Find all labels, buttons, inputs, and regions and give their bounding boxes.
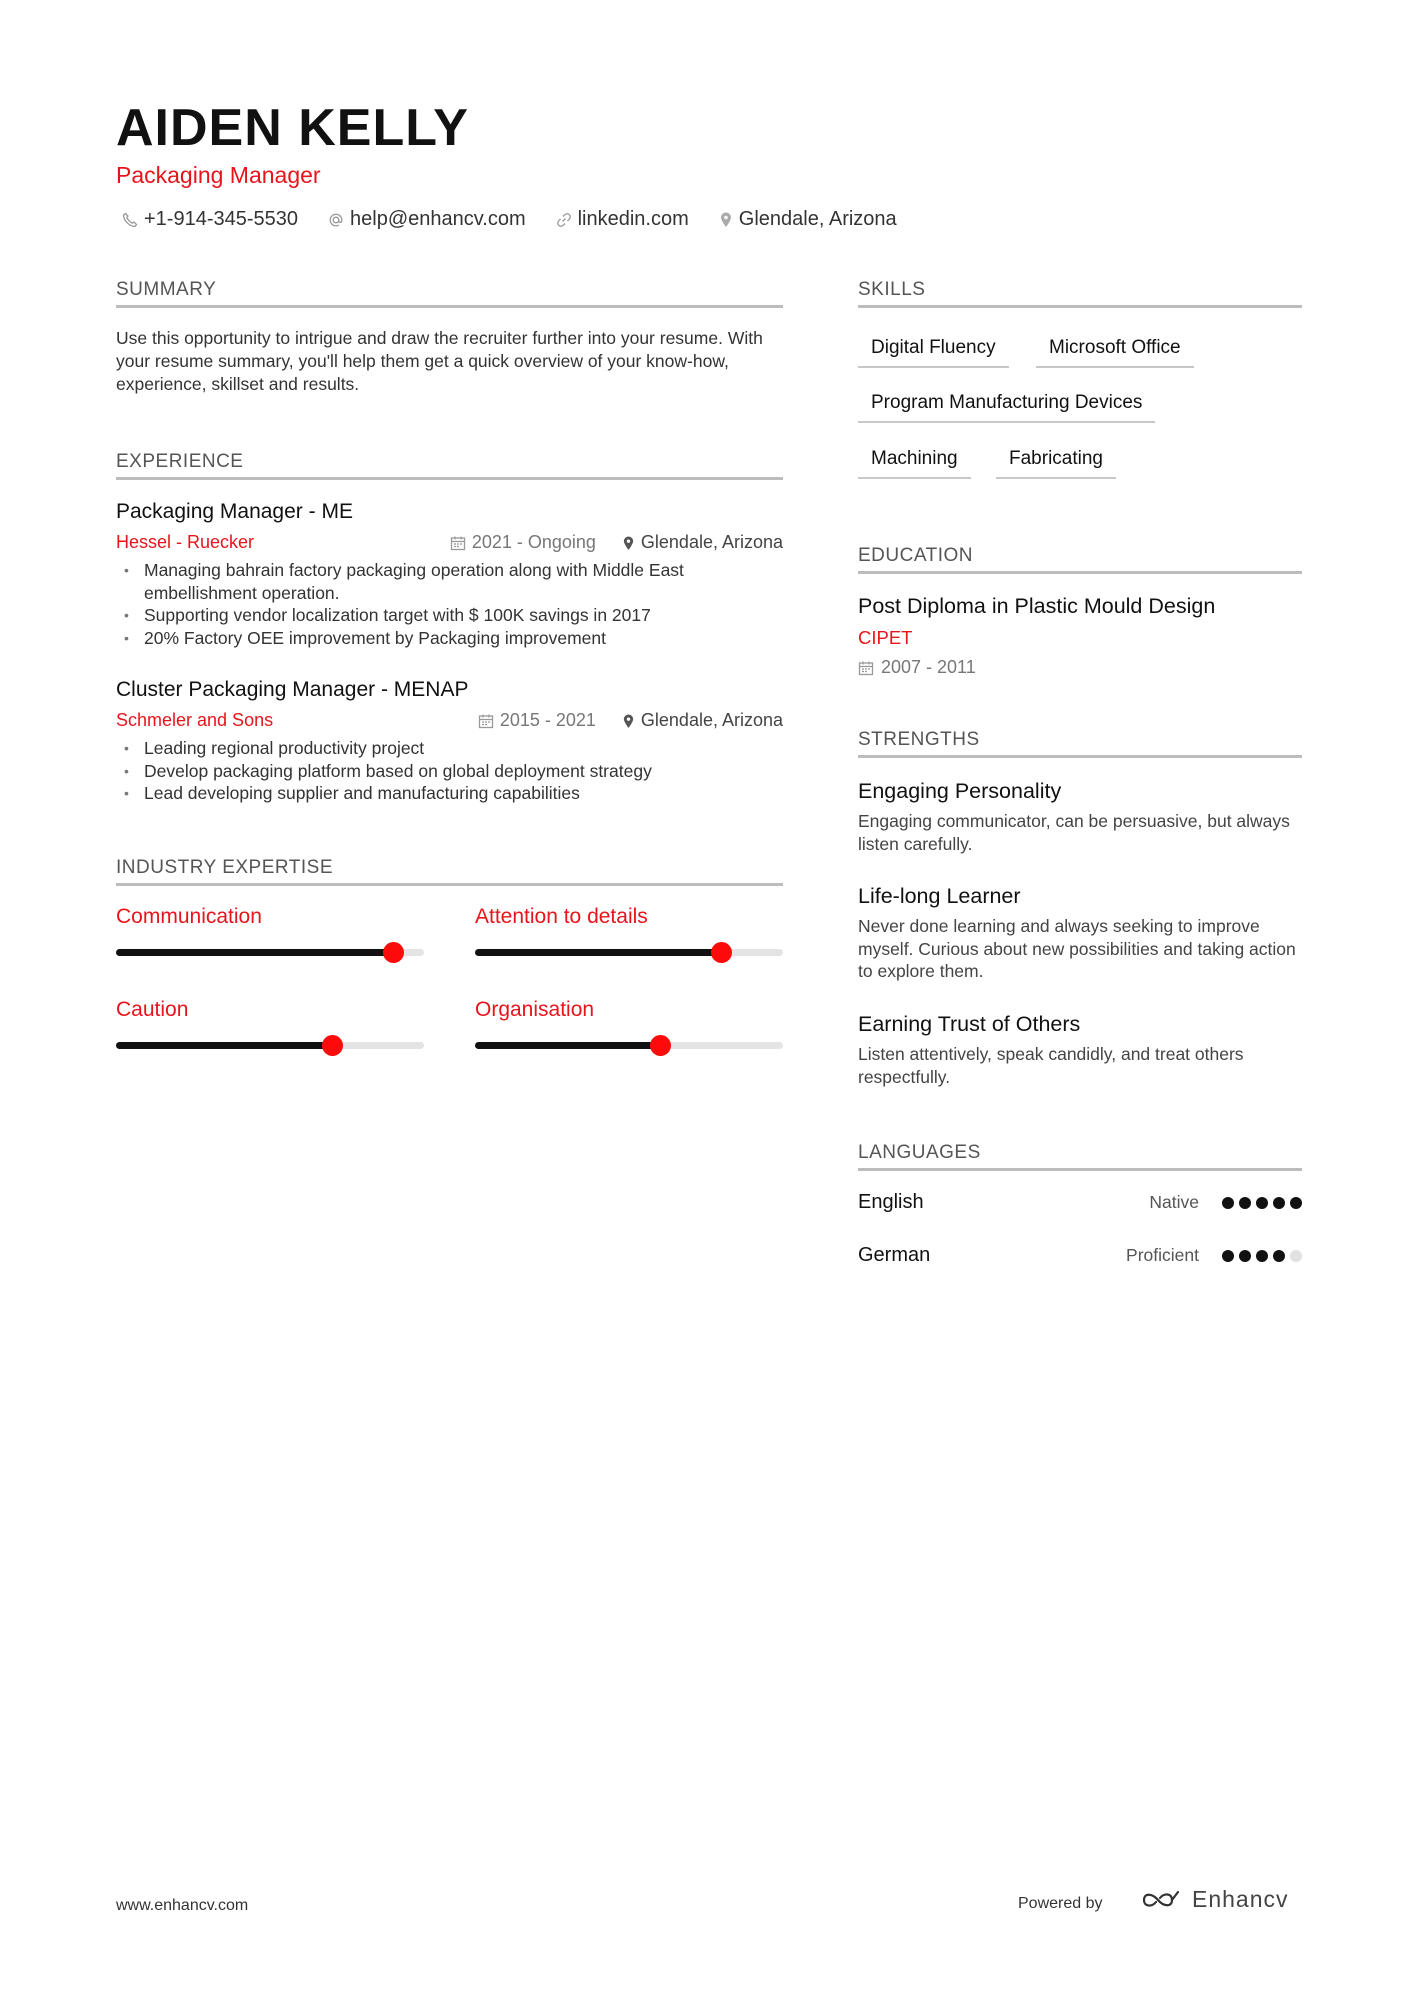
skill-tag: Fabricating [996, 448, 1116, 479]
expertise-label: Caution [116, 998, 189, 1021]
list-item: • 20% Factory OEE improvement by Packaging improvement [116, 627, 783, 650]
enhancv-logo-icon [1138, 1888, 1184, 1912]
strength-item [858, 779, 1302, 855]
language-name: German [858, 1244, 931, 1266]
list-item: • Managing bahrain factory packaging operation along with Middle East embellishment operation. [116, 559, 783, 604]
section-title-summary [116, 279, 783, 308]
language-dot [1290, 1197, 1302, 1209]
job-date-text: 2015 - 2021 [499, 710, 596, 730]
expertise-track [116, 1042, 424, 1049]
job-location-text: Glendale, Arizona [640, 710, 783, 730]
contact-email[interactable] [328, 208, 526, 231]
job-meta [116, 710, 783, 731]
candidate-name: AIDEN KELLY [116, 99, 469, 157]
expertise-track [475, 949, 783, 956]
language-dot [1222, 1250, 1234, 1262]
job-location [622, 710, 783, 731]
language-dot [1239, 1197, 1251, 1209]
expertise-knob [711, 942, 732, 963]
skill-tag: Microsoft Office [1036, 337, 1194, 368]
expertise-fill [475, 1042, 660, 1049]
job-entry [116, 678, 783, 805]
strength-item [858, 1012, 1302, 1088]
job-date [478, 710, 596, 731]
expertise-fill [116, 949, 393, 956]
contact-linkedin[interactable] [556, 208, 689, 231]
phone-icon [122, 212, 138, 228]
education-degree: Post Diploma in Plastic Mould Design [858, 594, 1216, 618]
contact-phone[interactable] [122, 208, 298, 231]
contact-location [719, 208, 897, 231]
enhancv-logo [1138, 1886, 1289, 1913]
job-meta-right [450, 532, 783, 553]
section-title-text: LANGUAGES [858, 1142, 981, 1163]
calendar-icon [858, 660, 874, 676]
section-title-experience [116, 451, 783, 480]
contact-bar [122, 208, 927, 231]
phone-text: +1-914-345-5530 [144, 208, 299, 230]
language-dot [1273, 1250, 1285, 1262]
expertise-label: Organisation [475, 998, 595, 1021]
candidate-role: Packaging Manager [116, 162, 321, 188]
enhancv-brand-name: Enhancv [1192, 1886, 1289, 1912]
skill-tag: Digital Fluency [858, 337, 1009, 368]
at-icon [328, 212, 344, 228]
strength-title: Earning Trust of Others [858, 1012, 1081, 1036]
email-text: help@enhancv.com [350, 208, 526, 230]
expertise-item [116, 998, 424, 1022]
company-name: Schmeler and Sons [116, 710, 274, 730]
expertise-knob [383, 942, 404, 963]
education-date [858, 657, 976, 678]
strength-item [858, 884, 1302, 983]
location-pin-icon [719, 211, 733, 228]
language-name: English [858, 1191, 924, 1213]
expertise-knob [650, 1035, 671, 1056]
expertise-track [475, 1042, 783, 1049]
language-dot [1290, 1250, 1302, 1262]
job-title: Packaging Manager - ME [116, 500, 353, 523]
location-pin-icon [622, 535, 635, 551]
list-item: • Lead developing supplier and manufacturing capabilities [116, 782, 783, 805]
location-pin-icon [622, 713, 635, 729]
language-row [858, 1191, 1302, 1214]
list-item: • Develop packaging platform based on global deployment strategy [116, 760, 783, 783]
job-entry [116, 500, 783, 649]
expertise-item [475, 998, 783, 1022]
section-title-skills [858, 279, 1302, 308]
education-date-text: 2007 - 2011 [881, 657, 976, 677]
summary-text: Use this opportunity to intrigue and draw the recruiter further into your resume. With your resume summary, you'll help them get a quick overview of your know-how, experience, skillset and results. [116, 328, 763, 394]
calendar-icon [478, 713, 494, 729]
language-dot [1239, 1250, 1251, 1262]
language-dots [1217, 1250, 1302, 1262]
section-title-languages [858, 1142, 1302, 1171]
job-meta-right [478, 710, 783, 731]
section-title-text: EDUCATION [858, 545, 973, 566]
language-level: Proficient [1126, 1245, 1199, 1265]
location-text: Glendale, Arizona [738, 208, 897, 230]
strength-title: Engaging Personality [858, 779, 1062, 803]
job-bullets [116, 559, 783, 649]
list-item: • Supporting vendor localization target with $ 100K savings in 2017 [116, 604, 783, 627]
job-bullets [116, 737, 783, 805]
section-title-text: EXPERIENCE [116, 451, 244, 472]
powered-by-text: Powered by [1018, 1895, 1103, 1912]
education-school: CIPET [858, 627, 913, 648]
expertise-item [475, 905, 783, 929]
job-location [622, 532, 783, 553]
job-title: Cluster Packaging Manager - MENAP [116, 678, 469, 701]
expertise-knob [322, 1035, 343, 1056]
language-dot [1256, 1250, 1268, 1262]
language-dots [1217, 1197, 1302, 1209]
expertise-item [116, 905, 424, 929]
linkedin-text: linkedin.com [577, 208, 689, 230]
section-title-text: SKILLS [858, 279, 926, 300]
job-date-text: 2021 - Ongoing [471, 532, 596, 552]
language-row [858, 1244, 1302, 1267]
section-title-industry-expertise [116, 857, 783, 886]
section-title-text: INDUSTRY EXPERTISE [116, 857, 334, 878]
language-dot [1273, 1197, 1285, 1209]
job-location-text: Glendale, Arizona [640, 532, 783, 552]
expertise-label: Communication [116, 905, 262, 928]
section-title-text: SUMMARY [116, 279, 217, 300]
strength-title: Life-long Learner [858, 884, 1021, 908]
strength-desc: Never done learning and always seeking to improve myself. Curious about new possibilities and taking action to explore them. [858, 916, 1296, 981]
job-meta [116, 532, 783, 553]
expertise-label: Attention to details [475, 905, 648, 928]
section-title-text: STRENGTHS [858, 729, 980, 750]
expertise-fill [475, 949, 721, 956]
job-date [450, 532, 596, 553]
calendar-icon [450, 535, 466, 551]
skill-tag: Program Manufacturing Devices [858, 392, 1155, 423]
company-name: Hessel - Ruecker [116, 532, 255, 552]
footer-url[interactable]: www.enhancv.com [116, 1897, 249, 1914]
language-level: Native [1149, 1192, 1199, 1212]
language-dot [1256, 1197, 1268, 1209]
strength-desc: Listen attentively, speak candidly, and treat others respectfully. [858, 1044, 1244, 1087]
list-item: • Leading regional productivity project [116, 737, 783, 760]
section-title-strengths [858, 729, 1302, 758]
language-dot [1222, 1197, 1234, 1209]
skill-tag: Machining [858, 448, 971, 479]
link-icon [556, 212, 572, 228]
expertise-track [116, 949, 424, 956]
section-title-education [858, 545, 1302, 574]
expertise-fill [116, 1042, 332, 1049]
strength-desc: Engaging communicator, can be persuasive, but always listen carefully. [858, 811, 1290, 854]
